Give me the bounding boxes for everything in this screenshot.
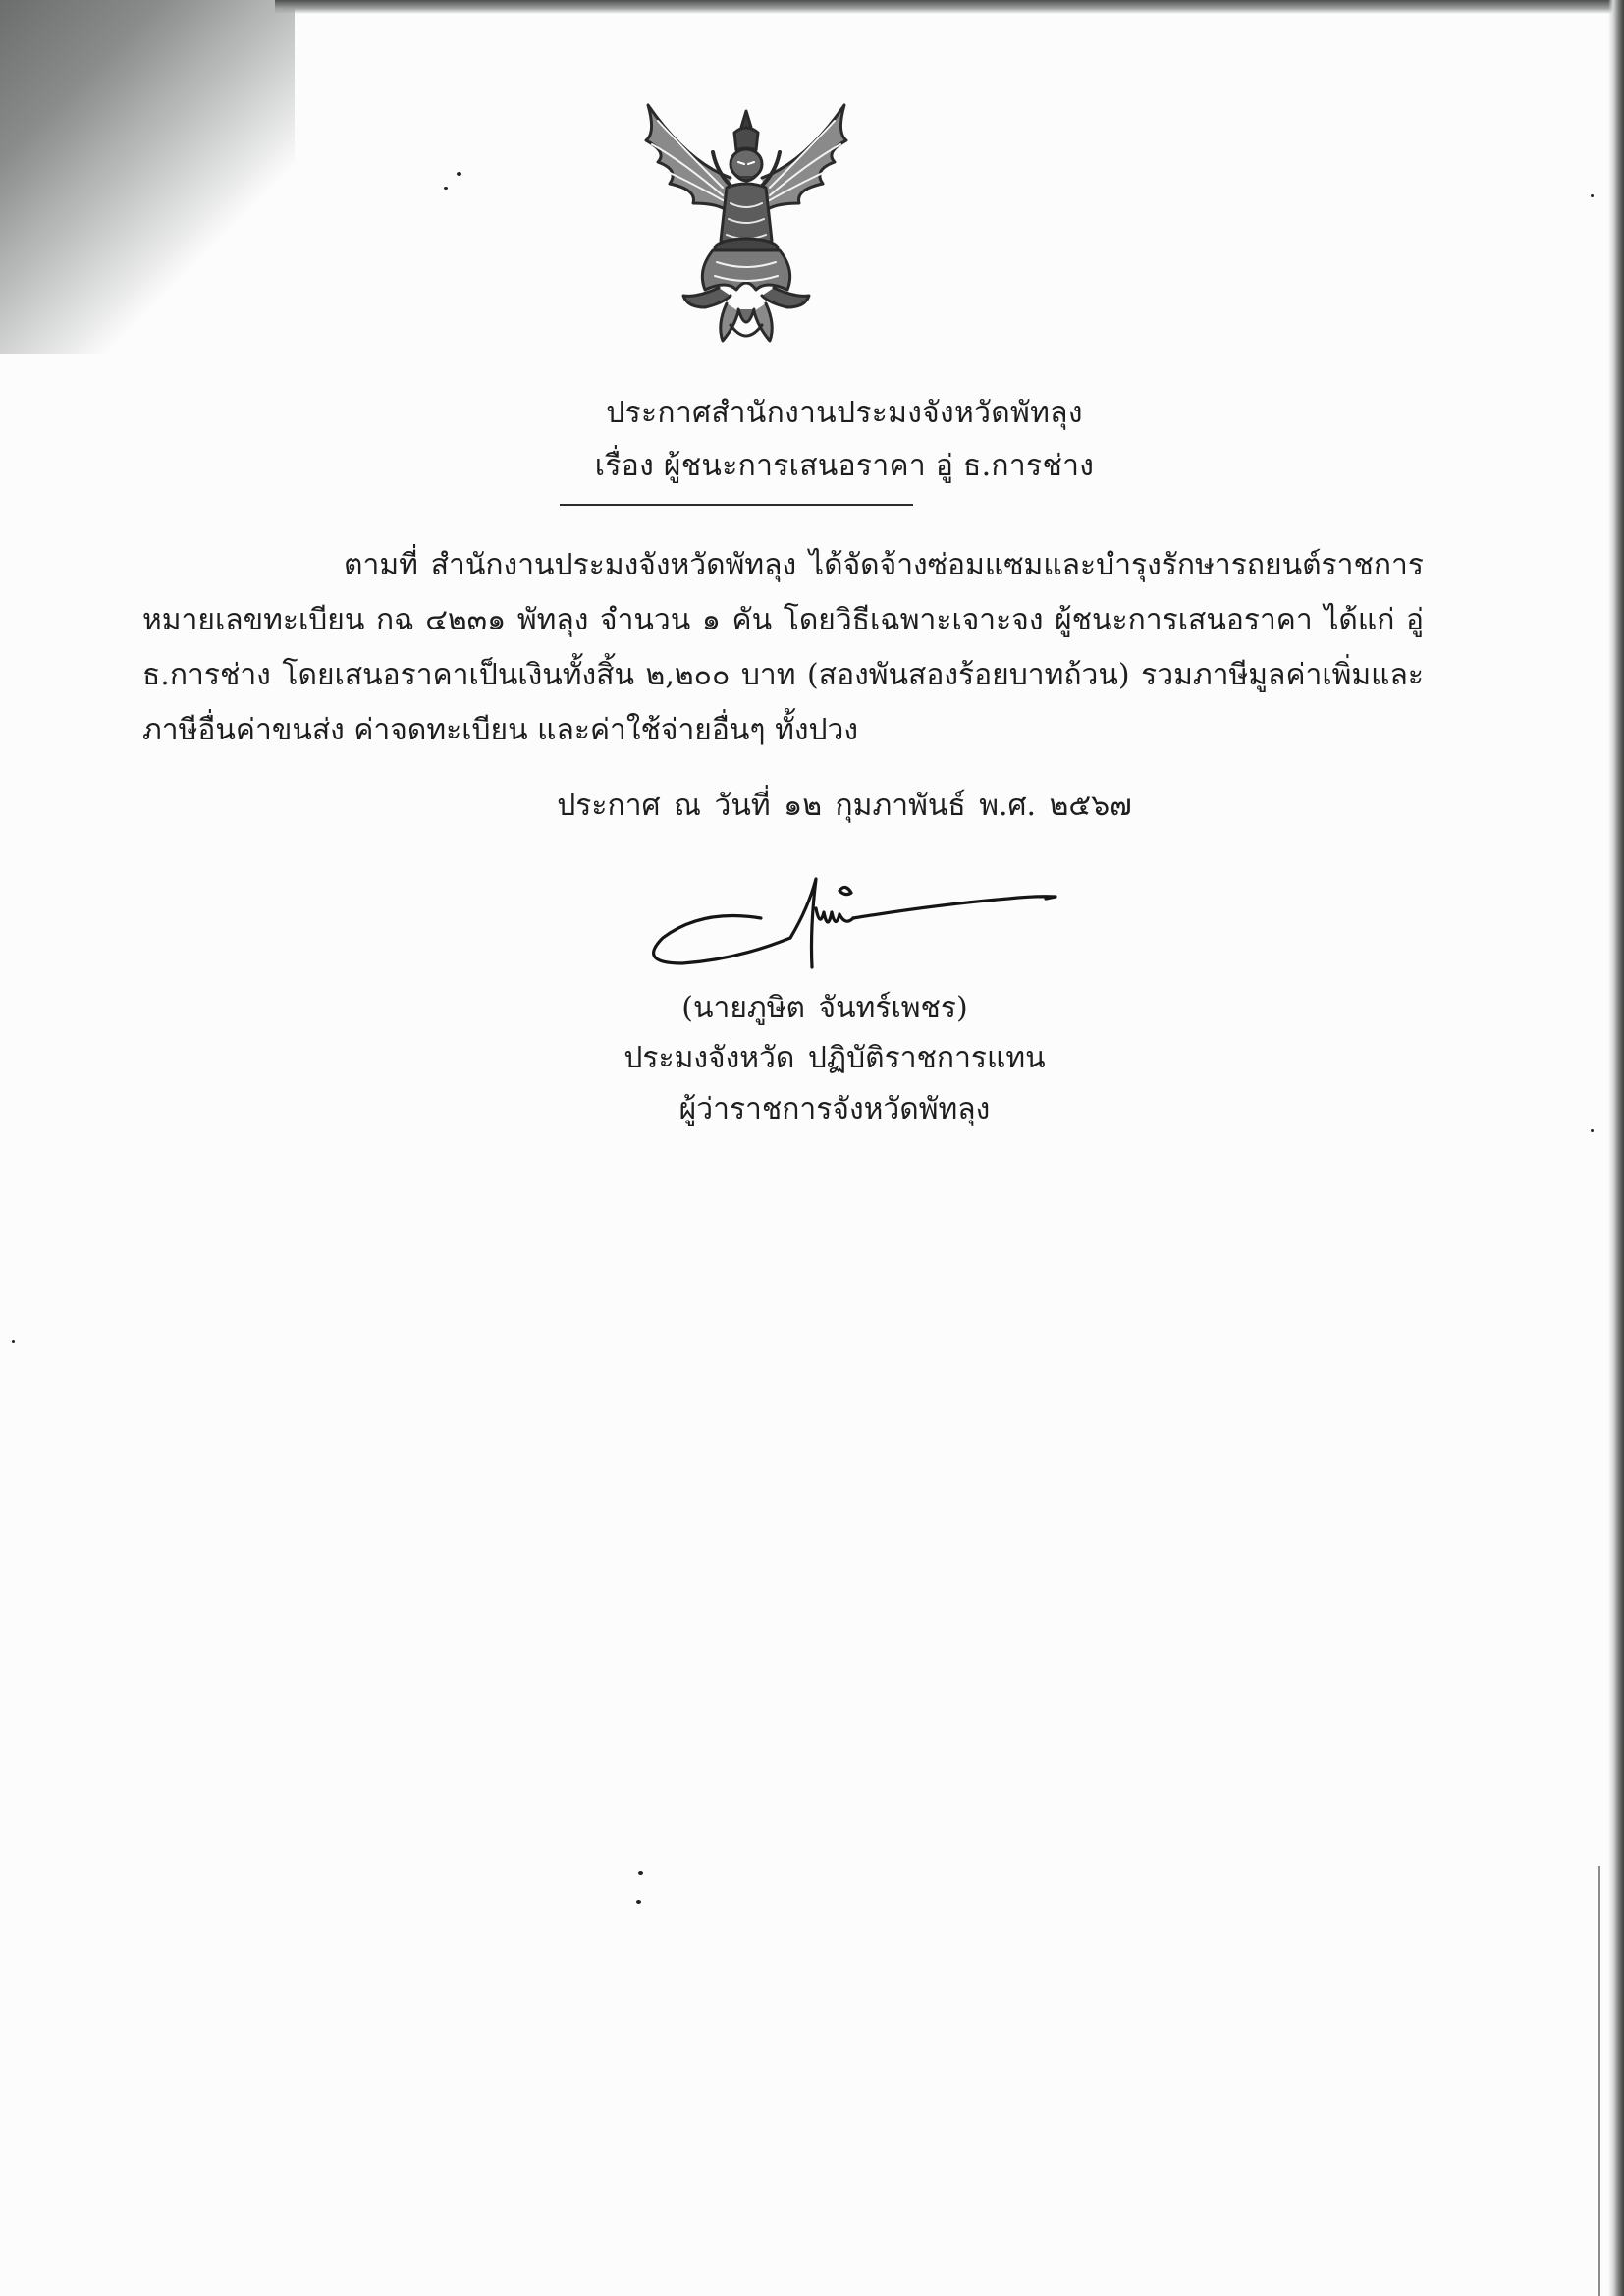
scan-edge-top	[275, 0, 1624, 14]
scan-speck	[444, 187, 448, 190]
title-underline	[560, 504, 913, 506]
scan-speck	[12, 1340, 15, 1343]
signatory-on-behalf: ผู้ว่าราชการจังหวัดพัทลุง	[678, 1092, 991, 1126]
scan-speck	[457, 172, 461, 176]
signatory-name: (นายภูษิต จันทร์เพชร)	[681, 991, 968, 1025]
scan-speck	[1591, 1129, 1594, 1132]
announcement-title: ประกาศสำนักงานประมงจังหวัดพัทลุง	[606, 396, 1083, 430]
announcement-date: ประกาศ ณ วันที่ ๑๒ กุมภาพันธ์ พ.ศ. ๒๕๖๗	[557, 789, 1132, 823]
scan-speck	[636, 1900, 641, 1904]
scan-fold-line	[1598, 1866, 1600, 2296]
garuda-emblem-icon	[628, 93, 864, 354]
scan-shadow	[0, 0, 295, 354]
scan-edge-right	[1608, 0, 1624, 2296]
announcement-subject: เรื่อง ผู้ชนะการเสนอราคา อู่ ธ.การช่าง	[594, 449, 1095, 483]
signatory-position: ประมงจังหวัด ปฏิบัติราชการแทน	[623, 1041, 1046, 1075]
scan-speck	[1591, 194, 1594, 197]
announcement-body: ตามที่ สำนักงานประมงจังหวัดพัทลุง ได้จัดจ้างซ่อมแซมและบำรุงรักษารถยนต์ราชการ หมายเลขทะเบียน กฉ ๔๒๓๑ พัทลุง จำนวน ๑ คัน โดยวิธีเฉพาะเจาะจง ผู้ชนะการเสนอราคา ได้แก่ อู่ ธ.การช่าง โดยเสนอราคาเป็นเงินทั้งสิ้น ๒,๒๐๐ บาท (สองพันสองร้อยบาทถ้วน) รวมภาษีมูลค่าเพิ่มและภาษีอื่นค่าขนส่ง ค่าจดทะเบียน และค่าใช้จ่ายอื่นๆ ทั้งปวง	[142, 548, 1424, 747]
handwritten-signature	[643, 869, 1134, 992]
scan-speck	[638, 1871, 643, 1875]
